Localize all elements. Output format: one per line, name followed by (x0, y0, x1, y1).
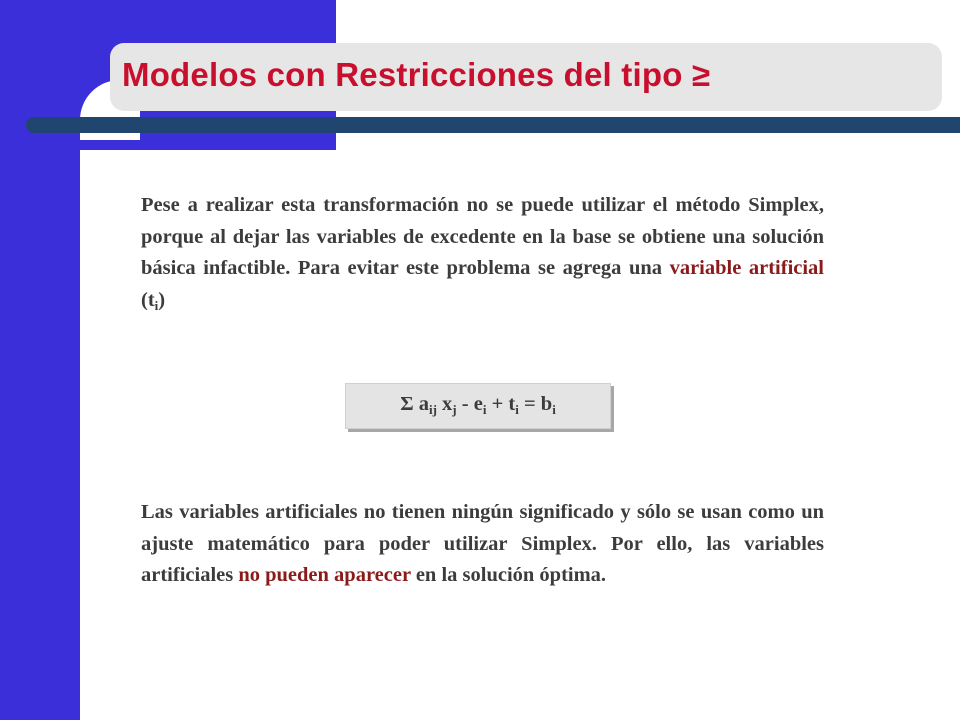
paragraph2-text-start: Las variables artificiales no tienen ningún significado y sólo se usan como un ajuste matemático para poder utilizar Simplex. Por ello, las variables artificiales (141, 501, 824, 586)
formula-box (345, 383, 611, 429)
paragraph2-highlight: no pueden aparecer (238, 564, 411, 586)
formula-eq-b: = b (518, 393, 553, 415)
sigma-symbol: Σ (400, 393, 414, 415)
formula-minus-e: - e (456, 393, 483, 415)
paragraph-artificial-variable (141, 190, 824, 316)
constraint-formula (346, 393, 610, 416)
formula-e-sub: i (482, 402, 487, 417)
paragraph-artificial-meaning (141, 497, 824, 592)
slide-title: Modelos con Restricciones del tipo ≥ (122, 56, 711, 93)
formula-t-sub: i (515, 402, 519, 417)
formula-a: a (413, 393, 429, 415)
paragraph1-paren-sub: i (154, 297, 159, 313)
paragraph2-text-end: en la solución óptima. (410, 564, 607, 586)
left-sidebar-band (0, 0, 80, 720)
formula-x: x (436, 393, 453, 415)
paragraph1-paren-open: (t (141, 288, 155, 311)
paragraph1-paren-close: ) (158, 288, 166, 311)
paragraph1-text: Pese a realizar esta transformación no se puede utilizar el método Simplex, porque al dejar las variables de excedente en la base se obtiene una solución básica infactible. Para evitar este problema se agrega una (141, 194, 824, 279)
formula-b-sub: i (552, 402, 556, 417)
title-divider-rule (26, 117, 960, 133)
formula-a-sub: ij (428, 402, 437, 417)
paragraph1-highlight: variable artificial (669, 257, 825, 279)
formula-x-sub: j (452, 402, 457, 417)
formula-plus-t: + t (486, 393, 516, 415)
